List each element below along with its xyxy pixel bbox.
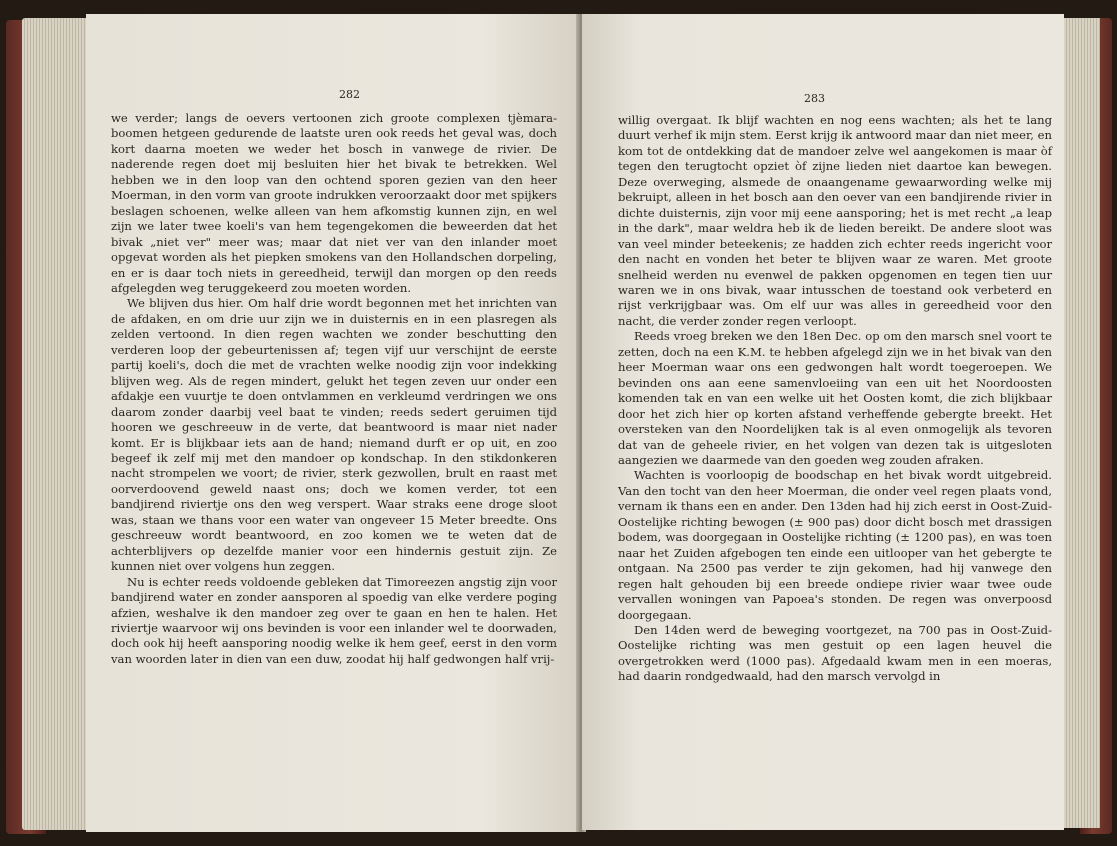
paragraph: willig overgaat. Ik blijf wachten en nog eens wachten; als het te lang duurt verhef ik mijn stem. Eerst krijg ik antwoord maar dan niet meer, en kom tot de ontdekking dat de mandoer zelve wel aangekomen is maar òf tegen den terugtocht opziet òf zijne lieden niet daartoe kan bewegen. Deze overweging, alsmede de onaangename gewaarwording welke mij bekruipt, alleen in het bosch aan den oever van een bandjirende rivier in dichte duisternis, zijn voor mij eene aansporing; het is met recht „a leap in the dark", maar weldra heb ik de lieden bereikt. De andere sloot was van veel minder beteekenis; ze hadden zich echter reeds ingericht voor den nacht en vonden het beter te blijven waar ze waren. Met groote snelheid werden nu evenwel de pakken opgenomen en tegen tien uur waren we in ons bivak, waar intusschen de toestand ook verbeterd en rijst verkrijgbaar was. Om elf uur was alles in gereedheid voor den nacht, die verder zonder regen verloopt. [618, 113, 1052, 328]
page-number-left: 282 [339, 88, 360, 101]
paragraph: We blijven dus hier. Om half drie wordt begonnen met het inrichten van de afdaken, en om drie uur zijn we in duisternis en in een plasregen als zelden vertoond. In dien regen wachten we zonder beschutting den verderen loop der gebeurtenissen af; tegen vijf uur verschijnt de eerste partij koeli's, doch die met de vrachten welke noodig zijn voor indekking blijven weg. Als de regen mindert, gelukt het tegen zeven uur onder een afdakje een vuurtje te doen ontvlammen en verkleumd verdringen we ons daarom zonder daarbij veel baat te vinden; reeds sedert geruimen tijd hooren we geschreeuw in de verte, dat beantwoord is maar niet nader komt. Er is blijkbaar iets aan de hand; niemand durft er op uit, en zoo begeef ik zelf mij met den mandoer op kondschap. In den stikdonkeren nacht strompelen we voort; de rivier, sterk gezwollen, brult en raast met oorverdoovend geweld naast ons; doch we komen verder, tot een bandjirend riviertje ons den weg verspert. Waar straks eene droge sloot was, staan we thans voor een water van ongeveer 15 Meter breedte. Ons geschreeuw wordt beantwoord, en zoo komen we te weten dat de achterblijvers op dezelfde manier voor een hindernis gestuit zijn. Ze kunnen niet over volgens hun zeggen. [111, 296, 557, 574]
paragraph: Reeds vroeg breken we den 18en Dec. op om den marsch snel voort te zetten, doch na een K.M. te hebben afgelegd zijn we in het bivak van den heer Moerman waar ons een gedwongen halt wordt toegeroepen. We bevinden ons aan eene samenvloeiing van een uit het Noordoosten komenden tak en van een welke uit het Oosten komt, die zich blijkbaar door het zich hier op korten afstand verheffende gebergte breekt. Het oversteken van den Noordelijken tak is al even onmogelijk als tevoren dat van de geheele rivier, en het volgen van dezen tak is uitgesloten aangezien we daarmede van den goeden weg zouden afraken. [618, 329, 1052, 467]
paragraph: Den 14den werd de beweging voortgezet, na 700 pas in Oost-Zuid-Oostelijke richting was men gestuit op een lagen heuvel die overgetrokken werd (1000 pas). Afgedaald kwam men in een moeras, had daarin rondgedwaald, had den marsch vervolgd in [618, 622, 1052, 684]
paragraph: Nu is echter reeds voldoende gebleken dat Timoreezen angstig zijn voor bandjirend water en zonder aansporen al spoedig van elke verdere poging afzien, weshalve ik den mandoer zeg over te gaan en hen te halen. Het riviertje waarvoor wij ons bevinden is voor een inlander wel te doorwaden, doch ook hij heeft aansporing noodig welke ik hem geef, eerst in den vorm van woorden later in dien van een duw, zoodat hij half gedwongen half vrij- [111, 574, 557, 666]
left-page-text [111, 111, 557, 667]
page-number-right: 283 [804, 92, 825, 105]
paragraph: Wachten is voorloopig de boodschap en het bivak wordt uitgebreid. Van den tocht van den heer Moerman, die onder veel regen plaats vond, vernam ik thans een en ander. Den 13den had hij zich eerst in Oost-Zuid-Oostelijke richting bewogen (± 900 pas) door dicht bosch met drassigen bodem, was doorgegaan in Oostelijke richting (± 1200 pas), en was toen naar het Zuiden afgebogen ten einde een uitlooper van het gebergte te ontgaan. Na 2500 pas verder te zijn gekomen, had hij vanwege den regen halt gehouden bij een breede ondiepe rivier waar twee oude vervallen woningen van Papoea's stonden. De regen was onverpoosd doorgegaan. [618, 468, 1052, 622]
page-edges-right [1060, 18, 1100, 828]
paragraph: we verder; langs de oevers vertoonen zich groote complexen tjèmara-boomen hetgeen gedurende de laatste uren ook reeds het geval was, doch kort daarna moeten we weder het bosch in vanwege de rivier. De naderende regen doet mij besluiten hier het bivak te betrekken. Wel hebben we in den loop van den ochtend sporen gezien van den heer Moerman, in den vorm van groote indrukken veroorzaakt door met spijkers beslagen schoenen, welke alleen van hem afkomstig kunnen zijn, en wel zijn we later twee koeli's van hem tegengekomen die beweerden dat het bivak „niet ver" meer was; maar dat niet ver van den inlander moet opgevat worden als het piepken smokens van den Hollandschen dorpeling, en er is daar toch niets in gereedheid, terwijl dan morgen op den reeds afgelegden weg teruggekeerd zou moeten worden. [111, 111, 557, 295]
page-edges-left [22, 18, 90, 830]
left-page [86, 14, 578, 832]
right-page-text [618, 113, 1052, 685]
right-page [582, 14, 1064, 830]
